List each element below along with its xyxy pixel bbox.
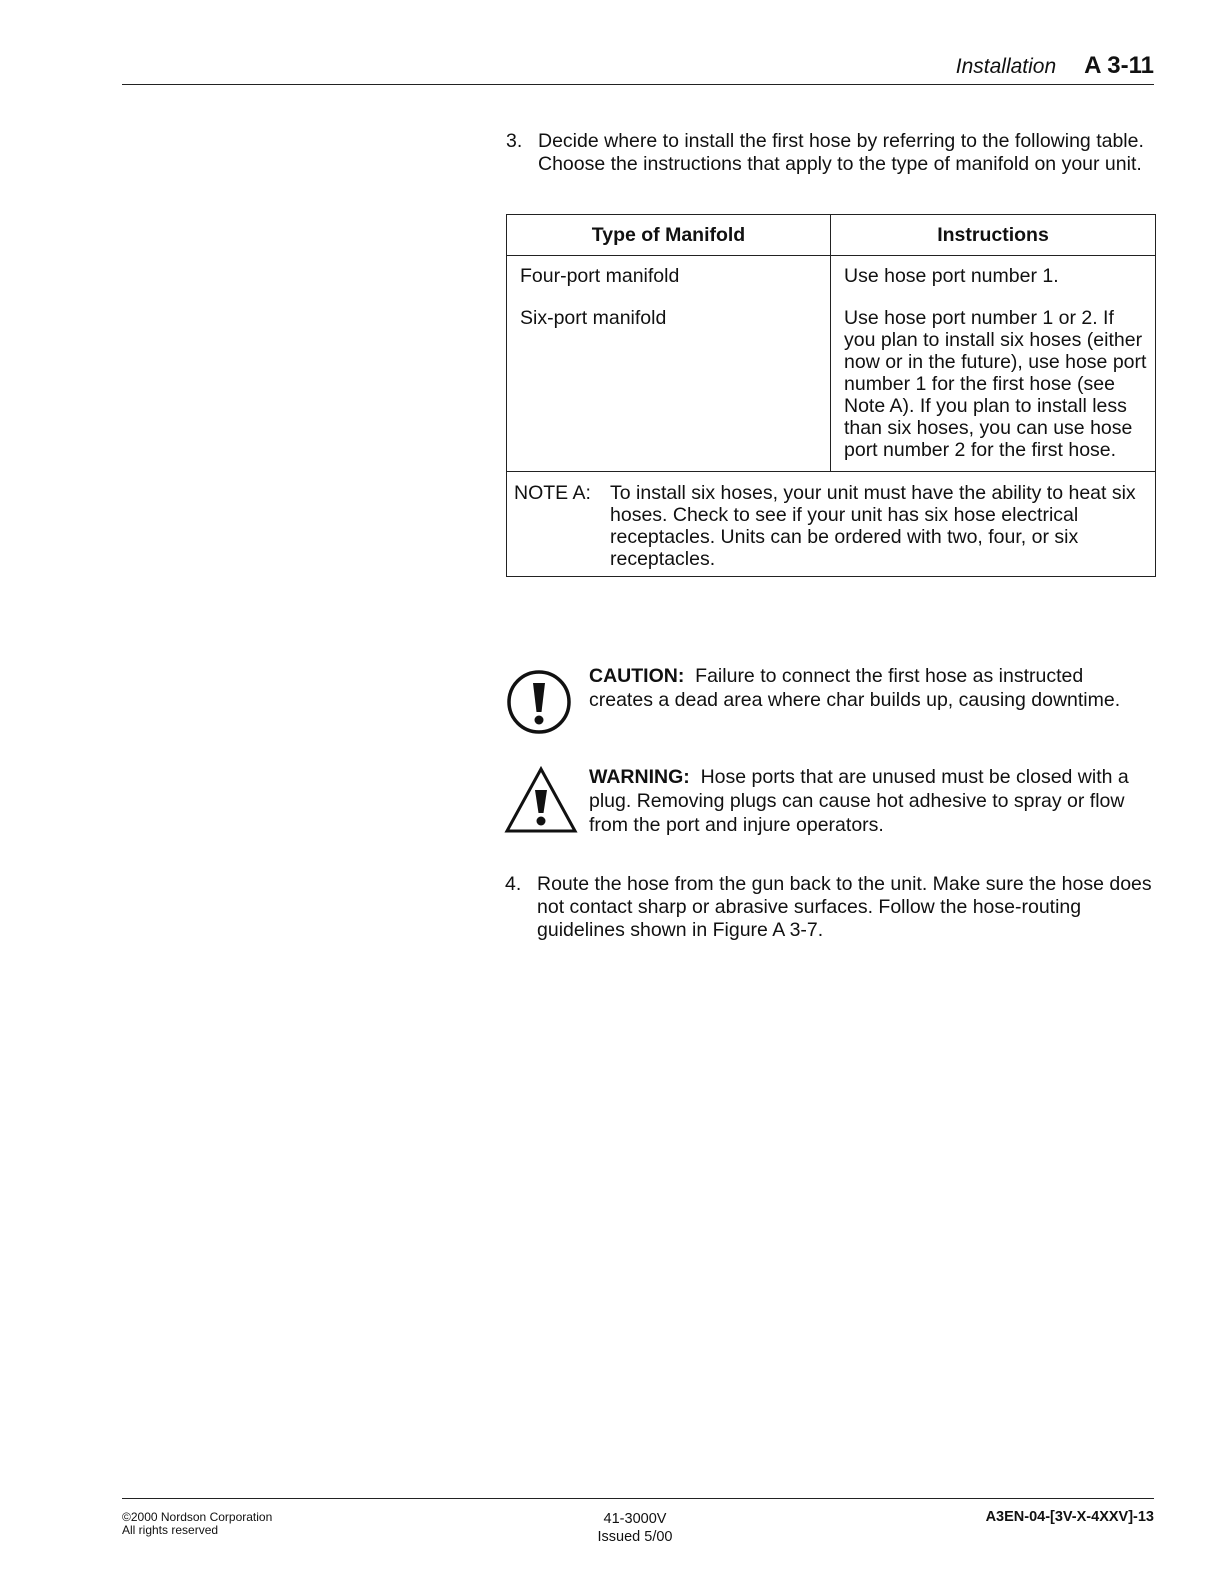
table-note-row xyxy=(507,472,1156,577)
rights-text: All rights reserved xyxy=(122,1523,219,1537)
manifold-type-cell: Four-port manifold xyxy=(507,256,831,294)
warning-body: Hose ports that are unused must be closed with a plug. Removing plugs can cause hot adhesive to spray or flow from the port and injure operators. xyxy=(589,766,1129,836)
table-note xyxy=(507,472,1156,577)
manifold-table xyxy=(506,214,1156,577)
note-label: NOTE A: xyxy=(514,482,591,504)
note-text: To install six hoses, your unit must have the ability to heat six hoses. Check to see if your unit has six hose electrical receptacles. Units can be ordered with two, four, or six receptacles. xyxy=(610,482,1136,570)
table-header-row xyxy=(507,215,1156,256)
caution-body: Failure to connect the first hose as instructed creates a dead area where char builds up, causing downtime. xyxy=(589,665,1121,711)
part-number: 41-3000V xyxy=(603,1511,667,1527)
caution-label: CAUTION: xyxy=(589,665,685,687)
step-number: 3. xyxy=(506,130,523,152)
step-number: 4. xyxy=(505,873,522,895)
footer-doc-code: A3EN-04-[3V-X-4XXV]-13 xyxy=(985,1509,1154,1525)
manifold-type-cell: Six-port manifold xyxy=(507,293,831,472)
section-title: Installation xyxy=(955,55,1057,78)
warning-text xyxy=(589,765,1149,837)
column-header-type: Type of Manifold xyxy=(507,215,831,256)
instructions-cell: Use hose port number 1. xyxy=(831,256,1156,294)
table-row xyxy=(507,293,1156,472)
footer-copyright xyxy=(122,1511,272,1537)
caution-exclamation-circle-icon xyxy=(506,669,572,741)
footer-part-info xyxy=(560,1510,710,1546)
table-row xyxy=(507,256,1156,294)
warning-label: WARNING: xyxy=(589,766,690,788)
step-text: Decide where to install the first hose by referring to the following table. Choose the instructions that apply to the type of manifold on your unit. xyxy=(538,130,1144,175)
warning-triangle-icon xyxy=(504,765,578,841)
issue-date: Issued 5/00 xyxy=(597,1529,673,1545)
caution-text xyxy=(589,664,1149,712)
column-header-instructions: Instructions xyxy=(831,215,1156,256)
instructions-cell: Use hose port number 1 or 2. If you plan to install six hoses (either now or in the future), use hose port number 1 for the first hose (see Note A). If you plan to install less than six hoses, you can use hose port number 2 for the first hose. xyxy=(831,293,1156,472)
page-header xyxy=(122,52,1154,85)
page-number: A 3-11 xyxy=(1084,52,1154,79)
step-text: Route the hose from the gun back to the unit. Make sure the hose does not contact sharp or abrasive surfaces. Follow the hose-routing guidelines shown in Figure A 3-7. xyxy=(537,873,1152,941)
copyright-text: ©2000 Nordson Corporation xyxy=(122,1510,273,1524)
footer-divider xyxy=(122,1498,1154,1499)
